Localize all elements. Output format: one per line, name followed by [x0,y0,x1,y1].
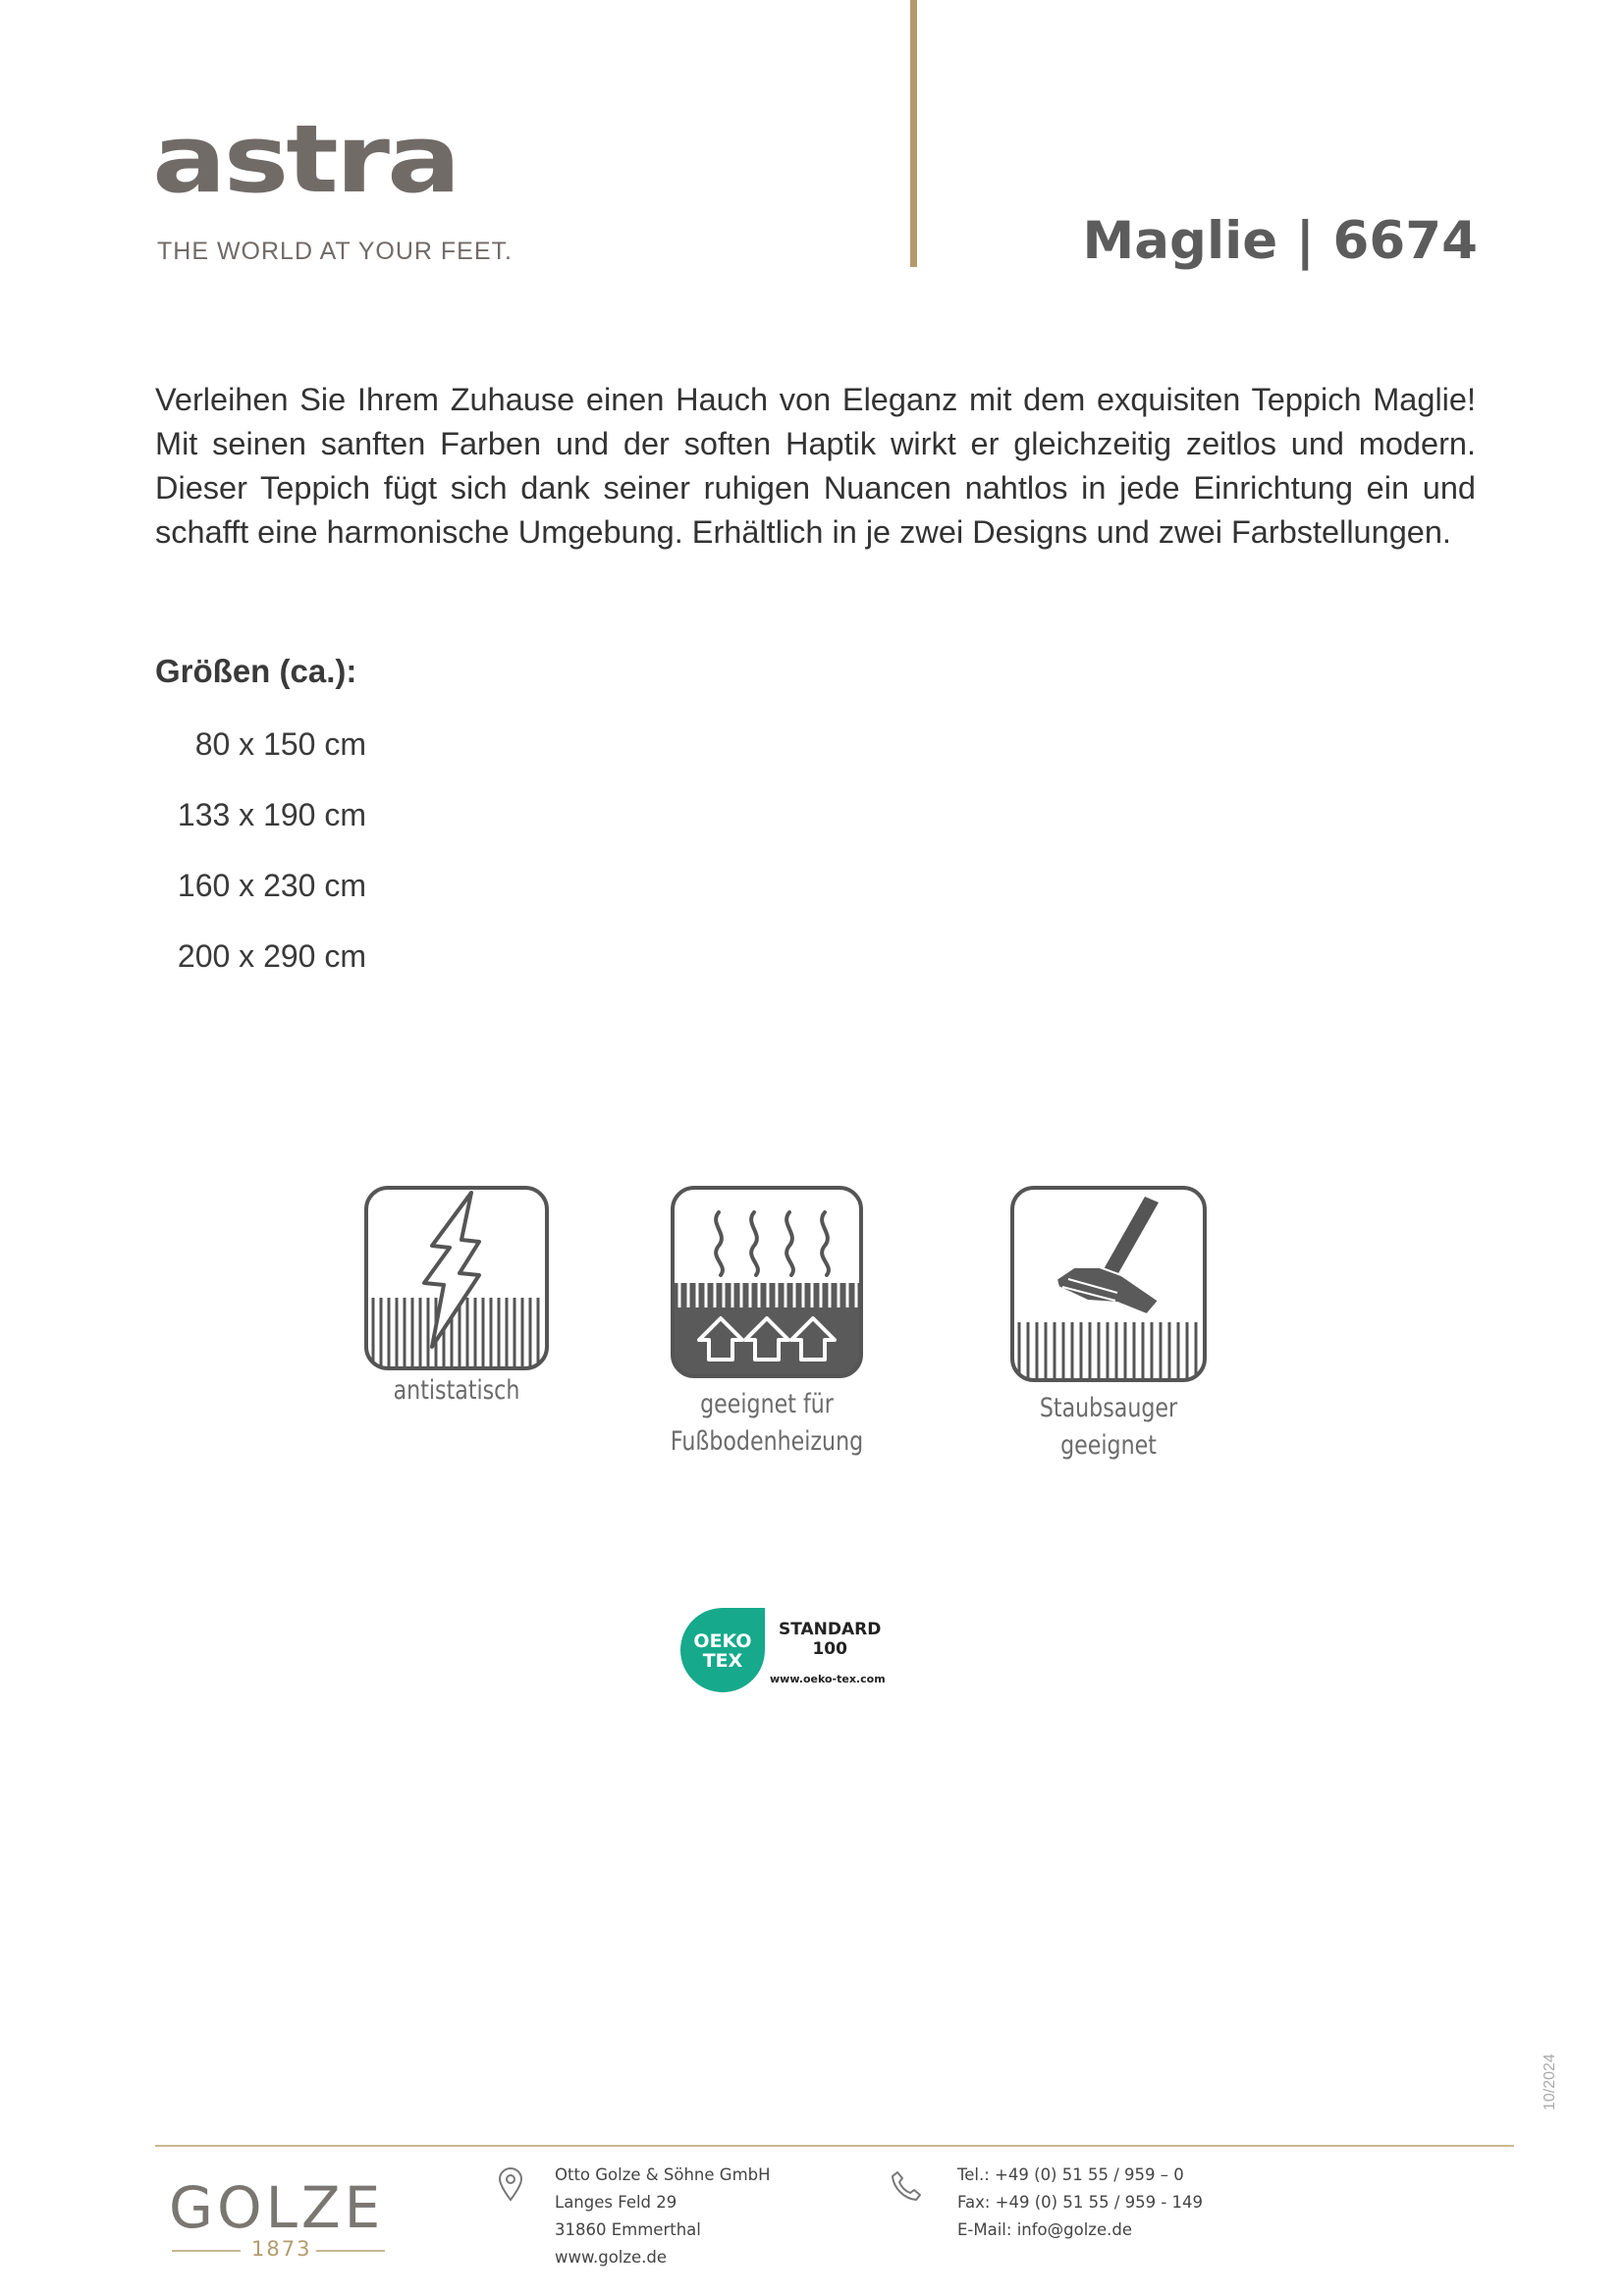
footer-divider [155,2145,1514,2147]
brand-logo: astra [152,105,459,214]
golze-logo: GOLZE [169,2174,385,2241]
size-item: 200 x 290 cm [177,938,366,974]
floor-heating-label: geeignet für Fußbodenheizung [670,1389,864,1457]
product-description: Verleihen Sie Ihrem Zuhause einen Hauch von Eleganz mit dem exquisiten Teppich Maglie! Mit seinen sanften Farben und der soften Haptik wirkt er gleichzeitig zeitlos und modern. Dieser Teppich fügt sich dank seiner ruhigen Nuancen nahtlos in jede Einrichtung ein und schafft eine harmonische Umgebung. Erhältlich in je zwei Designs und zwei Farbstellungen. [155,382,1476,550]
oeko-url: www.oeko-tex.com [770,1673,886,1685]
oeko-tex-logo [678,1606,767,1694]
tex-text: TEX [702,1650,743,1672]
document-date: 10/2024 [1542,2054,1558,2110]
golze-line-left [172,2250,241,2252]
fax-number: Fax: +49 (0) 51 55 / 959 - 149 [957,2193,1204,2212]
brand-tagline: THE WORLD AT YOUR FEET. [157,238,513,265]
golze-line-right [316,2250,385,2252]
vacuum-label: Staubsauger geeignet [1039,1393,1178,1461]
phone-icon [890,2169,923,2208]
sizes-heading: Größen (ca.): [155,653,357,689]
email-link[interactable]: E-Mail: info@golze.de [957,2220,1132,2239]
location-icon [497,2166,524,2207]
size-item: 160 x 230 cm [177,868,366,903]
footer-contact [957,2162,1203,2244]
website-link[interactable]: www.golze.de [555,2248,668,2267]
antistatic-icon [363,1185,550,1371]
vacuum-cleaner-icon [1009,1185,1208,1383]
phone-number[interactable]: Tel.: +49 (0) 51 55 / 959 – 0 [957,2165,1184,2184]
oeko-standard: STANDARD 100 [779,1620,882,1659]
size-item: 133 x 190 cm [177,797,366,832]
golze-year: 1873 [251,2237,312,2261]
product-title: Maglie | 6674 [1082,211,1478,271]
size-item: 80 x 150 cm [194,726,366,762]
oeko-text: OEKO [693,1630,752,1652]
header-divider [910,0,917,267]
antistatic-label: antistatisch [393,1375,520,1406]
footer-address: Otto Golze & Söhne GmbH Langes Feld 29 31860 Emmerthal www.golze.de [555,2162,771,2271]
floor-heating-icon [670,1185,864,1379]
